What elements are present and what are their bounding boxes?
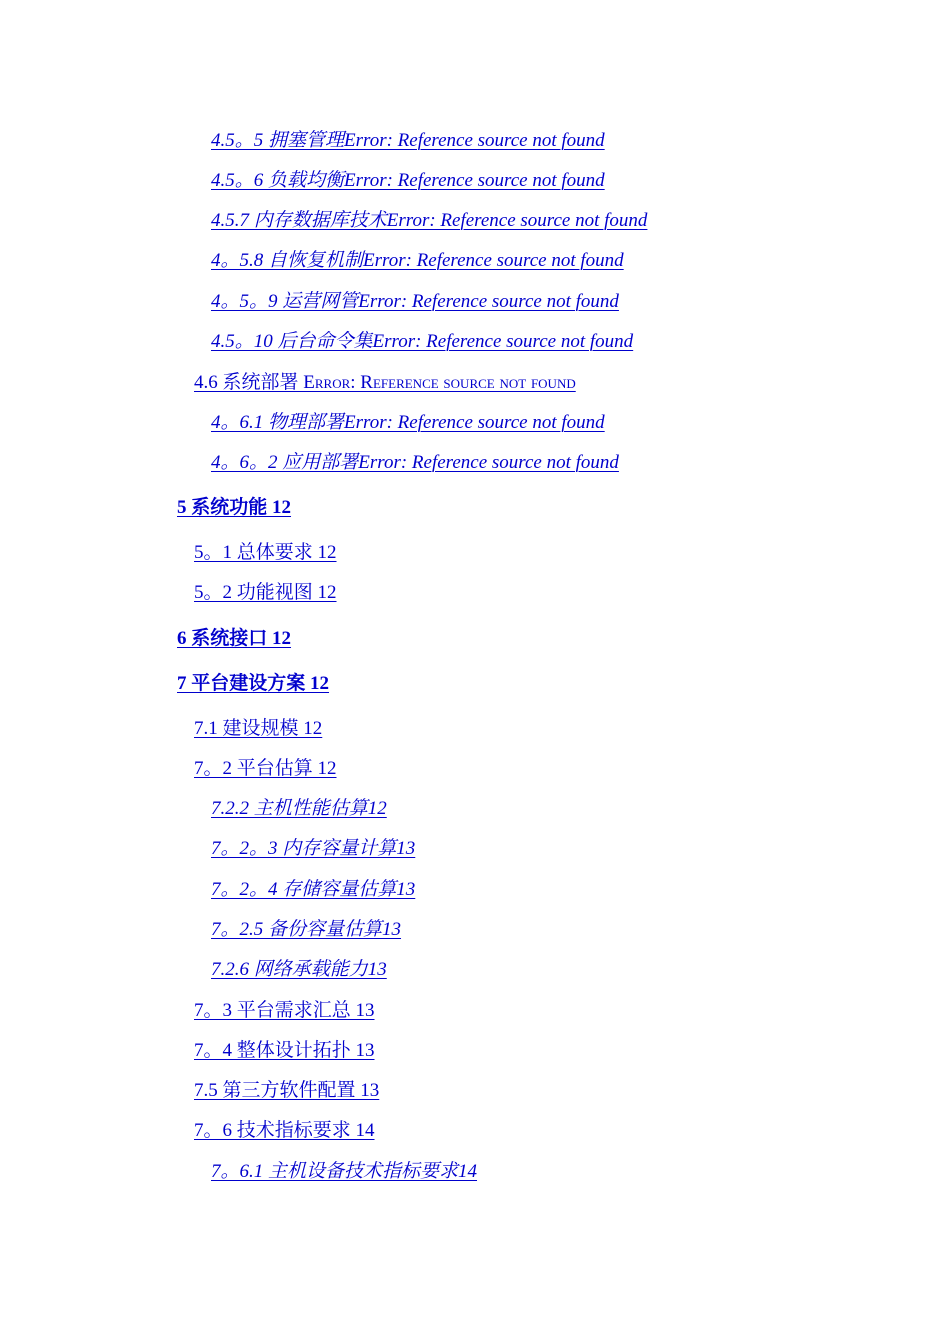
toc-entry-4-5-8[interactable]: 4。5.8 自恢复机制Error: Reference source not found — [211, 250, 624, 271]
toc-entry-7-6-1[interactable]: 7。6.1 主机设备技术指标要求14 — [211, 1161, 478, 1182]
toc-entry-7[interactable]: 7 平台建设方案 12 — [177, 673, 330, 694]
toc-entry-4-5-7[interactable]: 4.5.7 内存数据库技术Error: Reference source not found — [211, 210, 648, 231]
toc-entry-4-5-9[interactable]: 4。5。9 运营网管Error: Reference source not found — [211, 291, 619, 312]
toc-entry-5-2[interactable]: 5。2 功能视图 12 — [194, 582, 337, 603]
toc-entry-7-5[interactable]: 7.5 第三方软件配置 13 — [194, 1080, 380, 1101]
toc-entry-7-2-3[interactable]: 7。2。3 内存容量计算13 — [211, 838, 416, 859]
toc-entry-5-1[interactable]: 5。1 总体要求 12 — [194, 542, 337, 563]
toc-entry-7-4[interactable]: 7。4 整体设计拓扑 13 — [194, 1040, 375, 1061]
toc-entry-7-2-6[interactable]: 7.2.6 网络承载能力13 — [211, 959, 387, 980]
toc-entry-7-3[interactable]: 7。3 平台需求汇总 13 — [194, 1000, 375, 1021]
toc-entry-4-5-10[interactable]: 4.5。10 后台命令集Error: Reference source not found — [211, 331, 634, 352]
toc-entry-5[interactable]: 5 系统功能 12 — [177, 497, 292, 518]
toc-entry-4-6-2[interactable]: 4。6。2 应用部署Error: Reference source not found — [211, 452, 619, 473]
toc-entry-7-2-5[interactable]: 7。2.5 备份容量估算13 — [211, 919, 402, 940]
toc-entry-7-2[interactable]: 7。2 平台估算 12 — [194, 758, 337, 779]
toc-entry-4-5-6[interactable]: 4.5。6 负载均衡Error: Reference source not found — [211, 170, 605, 191]
toc-entry-4-6[interactable]: 4.6 系统部署 Error: Reference source not found — [194, 372, 576, 393]
toc-entry-4-6-1[interactable]: 4。6.1 物理部署Error: Reference source not found — [211, 412, 605, 433]
toc-entry-7-1[interactable]: 7.1 建设规模 12 — [194, 718, 323, 739]
toc-entry-7-2-4[interactable]: 7。2。4 存储容量估算13 — [211, 879, 416, 900]
toc-entry-7-2-2[interactable]: 7.2.2 主机性能估算12 — [211, 798, 387, 819]
toc-entry-6[interactable]: 6 系统接口 12 — [177, 628, 292, 649]
toc-entry-4-5-5[interactable]: 4.5。5 拥塞管理Error: Reference source not found — [211, 130, 605, 151]
toc-entry-7-6[interactable]: 7。6 技术指标要求 14 — [194, 1120, 375, 1141]
